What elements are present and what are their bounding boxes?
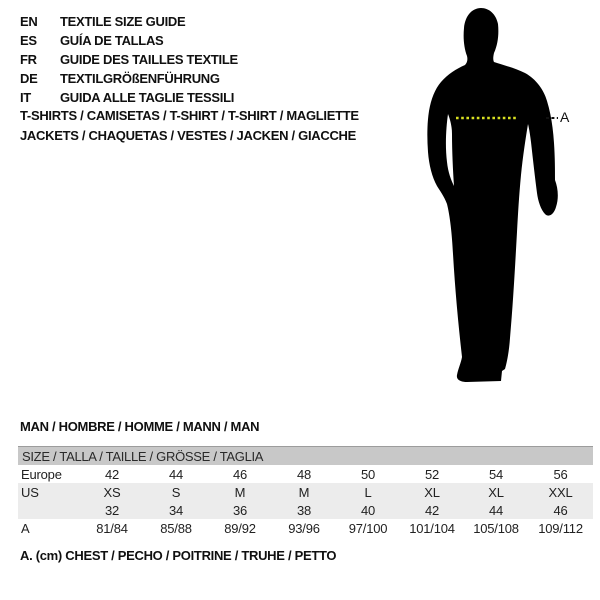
language-code: DE [20,71,38,86]
language-label: GUIDA ALLE TAGLIE TESSILI [60,90,235,105]
row-label: US [18,483,80,501]
section-title-man: MAN / HOMBRE / HOMME / MANN / MAN [20,419,260,434]
measure-label-a: A [560,109,570,125]
cell: 40 [336,501,400,519]
chest-measure-footnote: A. (cm) CHEST / PECHO / POITRINE / TRUHE / PETTO [20,548,337,563]
cell: 46 [232,466,248,482]
cell: 44 [464,501,528,519]
cell: 81/84 [96,520,128,536]
cell: 105/108 [473,520,519,536]
cell: 44 [168,466,184,482]
cell: 48 [296,466,312,482]
language-code: EN [20,14,38,29]
language-list [20,12,238,107]
cell: XL [464,483,528,501]
language-code: ES [20,33,37,48]
cell: 109/112 [538,520,583,536]
language-row-en [20,12,238,31]
language-row-it [20,88,238,107]
cell: 93/96 [288,520,320,536]
row-label [18,501,80,519]
garment-categories [20,106,359,146]
cell: 36 [208,501,272,519]
language-row-fr [20,50,238,69]
cell: 42 [400,501,464,519]
language-label: TEXTILGRÖßENFÜHRUNG [60,71,220,86]
cell: XXL [528,483,593,501]
cell: XS [80,483,144,501]
cell: 46 [528,501,593,519]
language-code: IT [20,90,31,105]
language-row-es [20,31,238,50]
cell: XL [400,483,464,501]
table-row-chest-cm [18,519,593,537]
cell: 50 [360,466,376,482]
row-label: Europe [21,466,62,482]
category-tshirts: T-SHIRTS / CAMISETAS / T-SHIRT / T-SHIRT / MAGLIETTE [20,108,359,123]
cell: 56 [553,466,568,482]
cell: L [336,483,400,501]
table-row-alt-sizes [18,501,593,519]
language-label: GUIDE DES TAILLES TEXTILE [60,52,238,67]
cell: 89/92 [224,520,256,536]
man-silhouette-figure [418,0,600,400]
cell: 34 [144,501,208,519]
row-label: A [21,520,30,536]
language-label: GUÍA DE TALLAS [60,33,164,48]
cell: 32 [80,501,144,519]
language-code: FR [20,52,37,67]
language-row-de [20,69,238,88]
cell: 97/100 [348,520,388,536]
man-silhouette-graphic [418,0,600,400]
category-jackets: JACKETS / CHAQUETAS / VESTES / JACKEN / GIACCHE [20,128,356,143]
man-silhouette-shape [427,8,557,382]
table-header: SIZE / TALLA / TAILLE / GRÖSSE / TAGLIA [18,447,593,466]
cell: 42 [104,466,120,482]
cell: 85/88 [160,520,192,536]
cell: S [144,483,208,501]
cell: 101/104 [409,520,455,536]
table-row-us [18,483,593,501]
table-header-row [18,447,593,466]
cell: 54 [488,466,504,482]
cell: M [272,483,336,501]
cell: 38 [272,501,336,519]
language-label: TEXTILE SIZE GUIDE [60,14,186,29]
cell: 52 [424,466,440,482]
size-table [18,446,593,537]
cell: M [208,483,272,501]
table-row-europe [18,465,593,483]
